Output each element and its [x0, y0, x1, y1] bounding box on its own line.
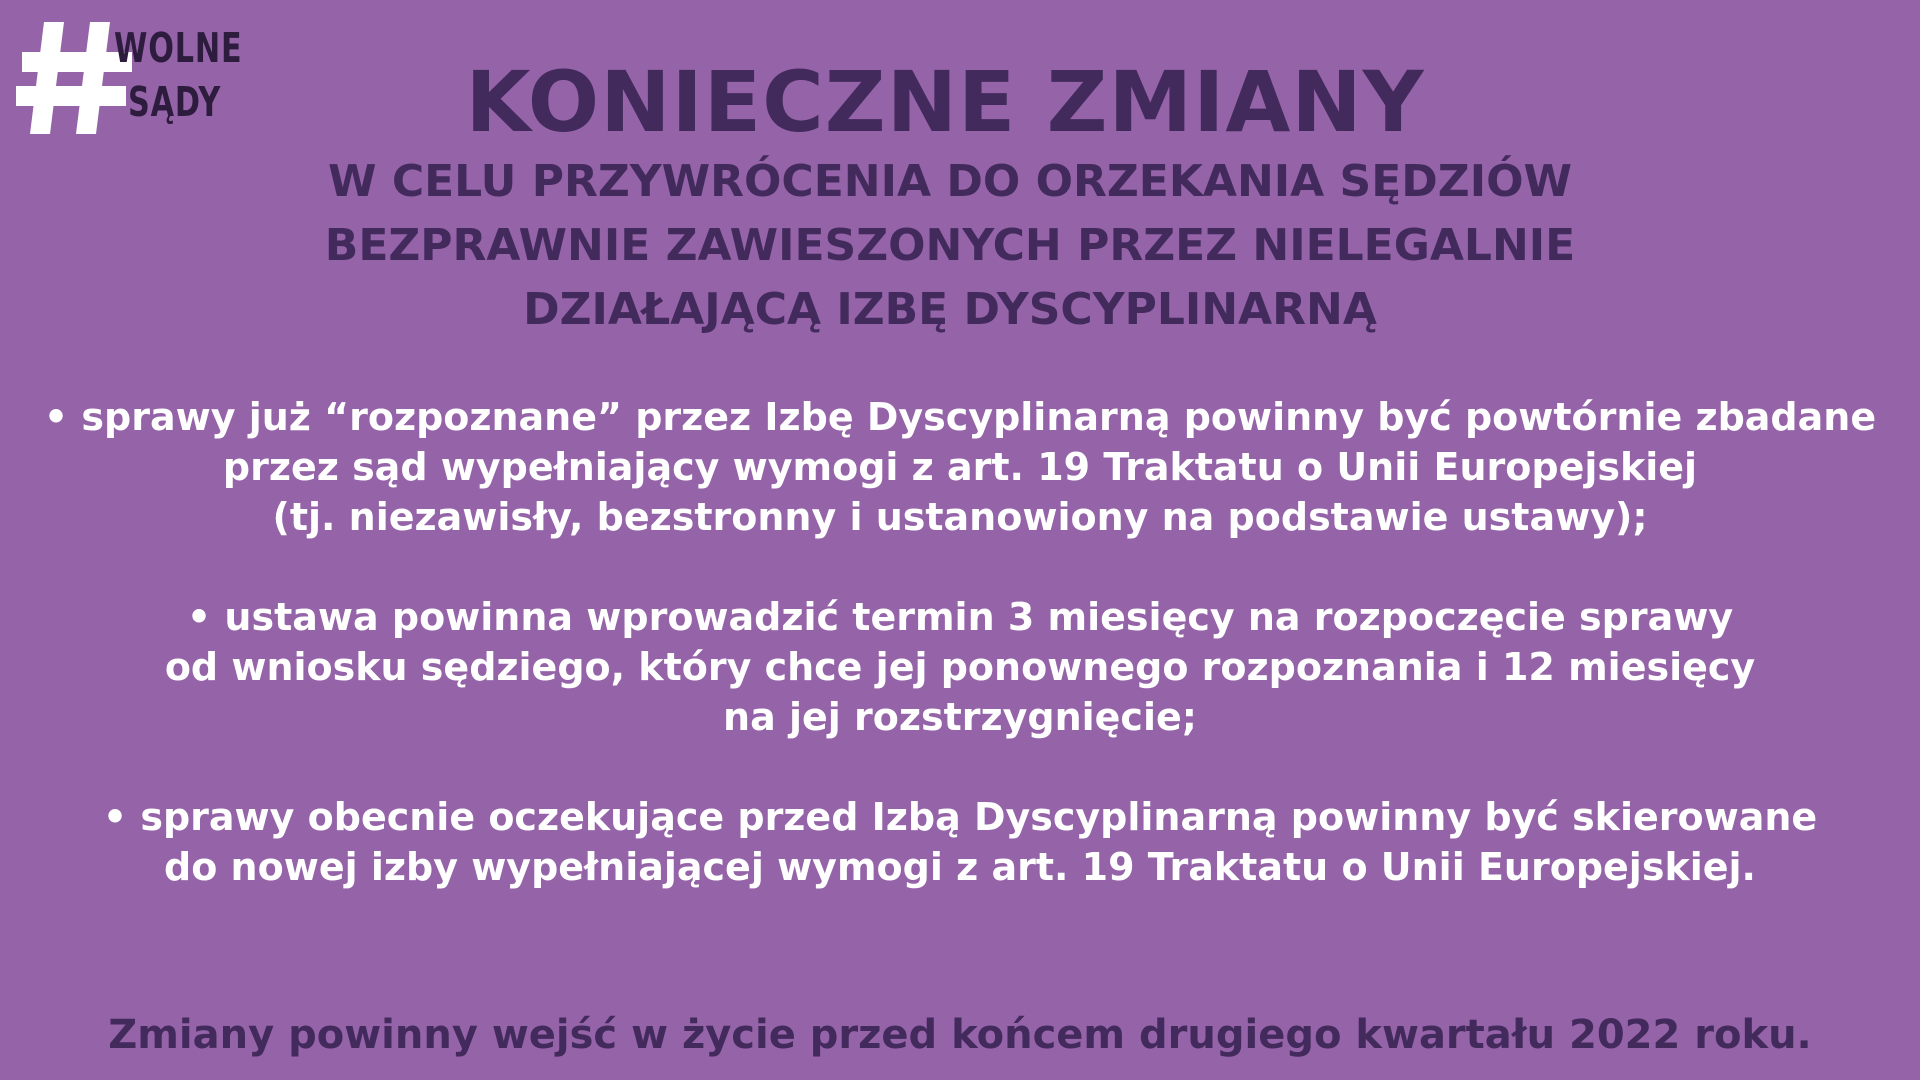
bullet-line: • ustawa powinna wprowadzić termin 3 miesięcy na rozpoczęcie sprawy — [186, 595, 1734, 639]
subtitle-line: W CELU PRZYWRÓCENIA DO ORZEKANIA SĘDZIÓW — [327, 156, 1573, 207]
bullet-item — [20, 592, 1900, 742]
page-title: KONIECZNE ZMIANY — [465, 53, 1425, 151]
bullet-item — [20, 792, 1900, 892]
bullet-line: do nowej izby wypełniającej wymogi z art. 19 Traktatu o Unii Europejskiej. — [164, 845, 1756, 889]
page-subtitle — [270, 150, 1630, 342]
bullet-line: od wniosku sędziego, który chce jej ponownego rozpoznania i 12 miesięcy — [164, 645, 1756, 689]
bullet-line: • sprawy już “rozpoznane” przez Izbę Dyscyplinarną powinny być powtórnie zbadane — [43, 395, 1877, 439]
bullet-item — [20, 392, 1900, 542]
bullet-list — [20, 392, 1900, 942]
bullet-line: na jej rozstrzygnięcie; — [723, 695, 1197, 739]
bullet-line: • sprawy obecnie oczekujące przed Izbą Dyscyplinarną powinny być skierowane — [102, 795, 1818, 839]
subtitle-line: BEZPRAWNIE ZAWIESZONYCH PRZEZ NIELEGALNIE — [324, 220, 1576, 271]
footer-note: Zmiany powinny wejść w życie przed końcem drugiego kwartału 2022 roku. — [108, 1012, 1812, 1058]
bullet-line: przez sąd wypełniający wymogi z art. 19 Traktatu o Unii Europejskiej — [222, 445, 1698, 489]
bullet-line: (tj. niezawisły, bezstronny i ustanowiony na podstawie ustawy); — [272, 495, 1648, 539]
subtitle-line: DZIAŁAJĄCĄ IZBĘ DYSCYPLINARNĄ — [523, 284, 1377, 335]
logo-word-wolne: WOLNE — [114, 24, 243, 72]
logo-word-sady: SĄDY — [128, 78, 222, 126]
